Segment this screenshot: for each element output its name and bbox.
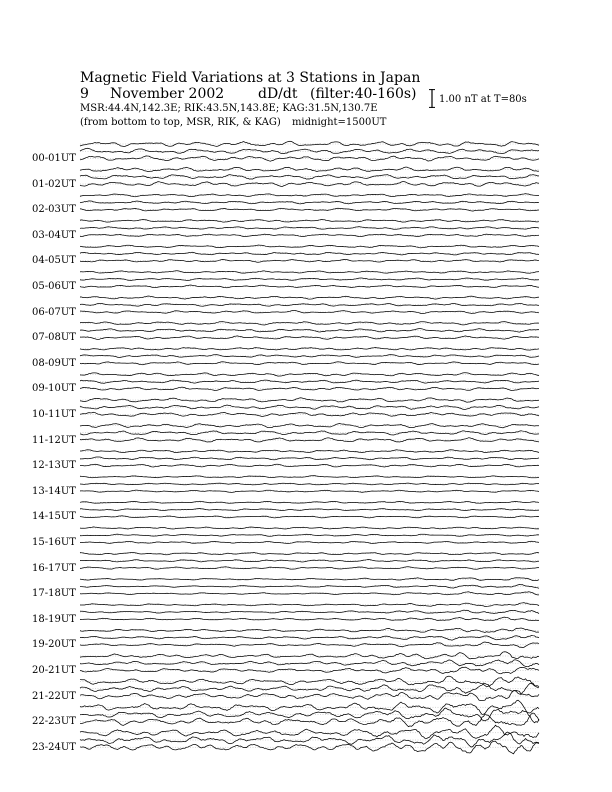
hour-label: 22-23UT xyxy=(32,716,76,728)
hour-label: 16-17UT xyxy=(32,562,76,574)
trace-msr-23-24UT xyxy=(80,725,539,738)
hour-label: 17-18UT xyxy=(32,588,76,600)
trace-kag-17-18UT xyxy=(80,592,539,595)
hour-label: 09-10UT xyxy=(32,383,76,395)
trace-kag-08-09UT xyxy=(80,362,539,365)
trace-rik-01-02UT xyxy=(80,175,539,180)
hour-label: 18-19UT xyxy=(32,613,76,625)
hour-label: 04-05UT xyxy=(32,255,76,267)
hour-label: 23-24UT xyxy=(32,741,76,753)
hour-label: 05-06UT xyxy=(32,281,76,292)
trace-msr-14-15UT xyxy=(80,501,539,503)
trace-rik-09-10UT xyxy=(80,380,539,383)
trace-kag-22-23UT xyxy=(80,713,539,727)
hour-label: 01-02UT xyxy=(32,178,76,190)
trace-rik-22-23UT xyxy=(80,708,539,723)
trace-kag-21-22UT xyxy=(80,690,539,700)
day-label: 9 xyxy=(80,86,89,102)
trace-kag-13-14UT xyxy=(80,490,539,492)
hour-label: 08-09UT xyxy=(32,357,76,369)
trace-kag-16-17UT xyxy=(80,567,539,570)
hour-label: 11-12UT xyxy=(32,434,76,446)
trace-rik-07-08UT xyxy=(80,329,539,332)
scale-label: 1.00 nT at T=80s xyxy=(439,94,527,105)
trace-rik-18-19UT xyxy=(80,610,539,613)
trace-rik-19-20UT xyxy=(80,635,539,640)
hour-label: 00-01UT xyxy=(32,153,76,164)
trace-msr-07-08UT xyxy=(80,322,539,325)
trace-kag-01-02UT xyxy=(80,182,539,187)
order-note: (from bottom to top, MSR, RIK, & KAG) xyxy=(80,117,281,128)
hour-label: 21-22UT xyxy=(32,690,76,702)
hour-label: 15-16UT xyxy=(32,537,76,548)
station-coordinates: MSR:44.4N,142.3E; RIK:43.5N,143.8E; KAG:31.5N,130.7E xyxy=(80,103,378,114)
hour-label: 19-20UT xyxy=(32,639,76,651)
trace-msr-21-22UT xyxy=(80,676,539,687)
hour-label: 14-15UT xyxy=(32,511,76,523)
hour-label: 07-08UT xyxy=(32,332,76,344)
trace-rik-15-16UT xyxy=(80,534,539,536)
hour-label: 06-07UT xyxy=(32,306,76,318)
trace-kag-00-01UT xyxy=(80,156,539,161)
trace-kag-15-16UT xyxy=(80,541,539,543)
hour-label: 02-03UT xyxy=(32,204,76,216)
month-year-label: November 2002 xyxy=(110,86,225,102)
trace-msr-01-02UT xyxy=(80,167,539,171)
hour-label: 10-11UT xyxy=(32,409,76,420)
hour-label: 13-14UT xyxy=(32,485,76,497)
trace-rik-06-07UT xyxy=(80,303,539,306)
trace-msr-20-21UT xyxy=(80,652,539,659)
midnight-note: midnight=1500UT xyxy=(291,117,387,128)
trace-kag-18-19UT xyxy=(80,617,539,621)
trace-rik-00-01UT xyxy=(80,148,539,153)
chart-title: Magnetic Field Variations at 3 Stations in Japan xyxy=(80,70,421,86)
filter-label: (filter:40-160s) xyxy=(310,86,417,102)
hour-label: 03-04UT xyxy=(32,229,76,241)
trace-rik-02-03UT xyxy=(80,201,539,204)
trace-kag-19-20UT xyxy=(80,642,539,648)
hour-label: 12-13UT xyxy=(32,460,76,472)
trace-msr-15-16UT xyxy=(80,527,539,529)
trace-kag-23-24UT xyxy=(80,741,539,754)
component-label: dD/dt xyxy=(258,86,298,102)
hour-label: 20-21UT xyxy=(32,665,76,676)
trace-msr-18-19UT xyxy=(80,603,539,607)
trace-rik-20-21UT xyxy=(80,660,539,667)
trace-kag-14-15UT xyxy=(80,516,539,518)
